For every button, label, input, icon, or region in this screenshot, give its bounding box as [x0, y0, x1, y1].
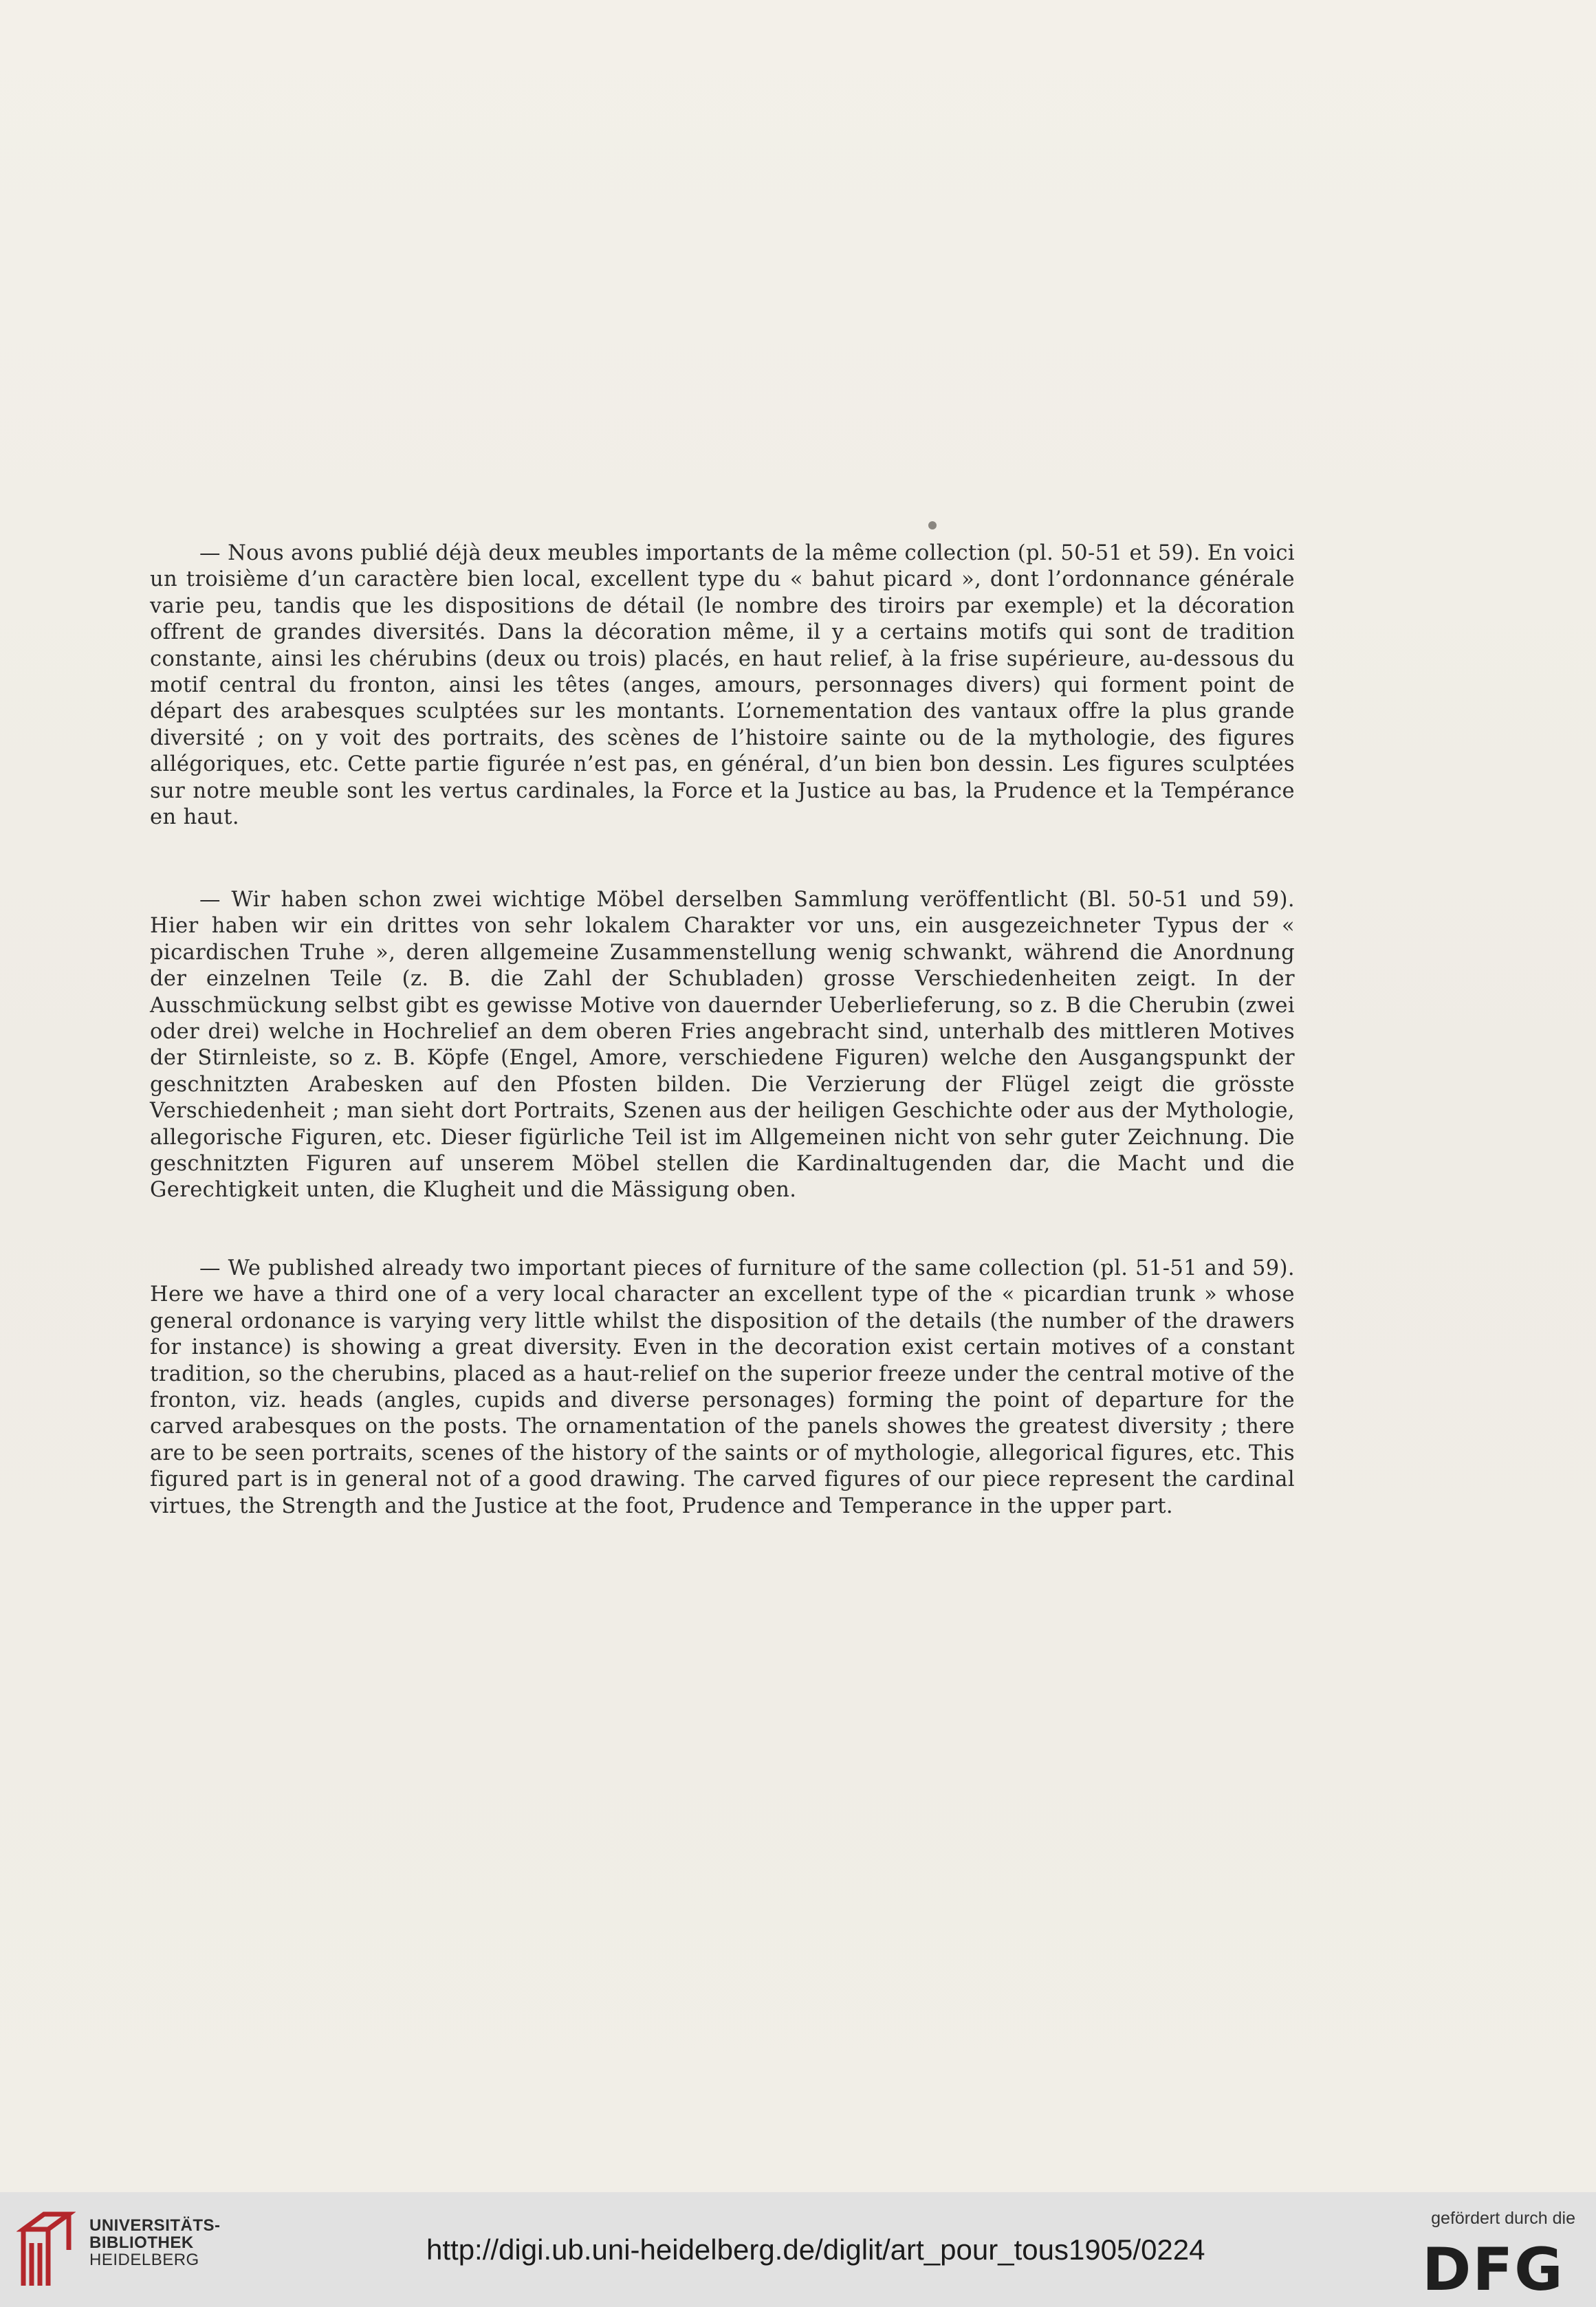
ub-heidelberg-logo[interactable] — [17, 2209, 76, 2291]
paragraph-german: — Wir haben schon zwei wichtige Möbel derselben Sammlung veröffentlicht (Bl. 50-51 und 59). Hier haben wir ein drittes von sehr lokalem Charakter vor uns, ein ausgezeichneter Typus der « picardischen Truhe », deren allgemeine Zusammenstellung wenig schwankt, während die Anordnung der einzelnen Teile (z. B. die Zahl der Schubladen) grosse Verschiedenheiten zeigt. In der Ausschmückung selbst gibt es gewisse Motive von dauernder Ueberlieferung, so z. B die Cherubin (zwei oder drei) welche in Hochrelief an dem oberen Fries angebracht sind, unterhalb des mittleren Motives der Stirnleiste, so z. B. Köpfe (Engel, Amore, verschiedene Figuren) welche den Ausgangspunkt der geschnitzten Arabesken auf den Pfosten bilden. Die Verzierung der Flügel zeigt die grösste Verschiedenheit ; man sieht dort Portraits, Szenen aus der heiligen Geschichte oder aus der Mythologie, allegorische Figuren, etc. Dieser figürliche Teil ist im Allgemeinen nicht von sehr guter Zeichnung. Die geschnitzten Figuren auf unserem Möbel stellen die Kardinaltugenden dar, die Macht und die Gerechtigkeit unten, die Klugheit und die Mässigung oben. — [150, 888, 1295, 1203]
digitization-footer — [0, 2192, 1596, 2307]
funding-caption: gefördert durch die — [1431, 2209, 1575, 2228]
dfg-logo[interactable]: DFG — [1422, 2235, 1564, 2304]
paragraph-french: — Nous avons publié déjà deux meubles importants de la même collection (pl. 50-51 et 59). En voici un troisième d’un caractère bien local, excellent type du « bahut picard », dont l’ordonnance générale varie peu, tandis que les dispositions de détail (le nombre des tiroirs par exemple) et la décoration offrent de grandes diversités. Dans la décoration même, il y a certains motifs qui sont de tradition constante, ainsi les chérubins (deux ou trois) placés, en haut relief, à la frise supérieure, au-dessous du motif central du fronton, ainsi les têtes (anges, amours, personnages divers) qui forment point de départ des arabesques sculptées sur les montants. L’ornementation des vantaux offre la plus grande diversité ; on y voit des portraits, des scènes de l’histoire sainte ou de la mythologie, des figures allégoriques, etc. Cette partie figurée n’est pas, en général, d’un bien bon dessin. Les figures sculptées sur notre meuble sont les vertus cardinales, la Force et la Justice au bas, la Prudence et la Tempérance en haut. — [150, 541, 1295, 830]
library-line-2: BIBLIOTHEK — [89, 2233, 194, 2252]
permalink-url[interactable]: http://digi.ub.uni-heidelberg.de/diglit/art_pour_tous1905/0224 — [426, 2233, 1205, 2266]
library-line-3: HEIDELBERG — [89, 2251, 199, 2269]
library-name — [89, 2217, 221, 2268]
library-line-1: UNIVERSITÄTS- — [89, 2216, 221, 2235]
ink-dot — [928, 521, 937, 529]
paragraph-english: — We published already two important pieces of furniture of the same collection (pl. 51-51 and 59). Here we have a third one of a very local character an excellent type of the « picardian trunk » whose general ordonance is varying very little whilst the disposition of the details (the number of the drawers for instance) is showing a great diversity. Even in the decoration exist certain motives of a constant tradition, so the cherubins, placed as a haut-relief on the superior freeze under the central motive of the fronton, viz. heads (angles, cupids and diverse personages) forming the point of departure for the carved arabesques on the posts. The ornamentation of the panels showes the greatest diversity ; there are to be seen portraits, scenes of the history of the saints or of mythologie, allegorical figures, etc. This figured part is in general not of a good drawing. The carved figures of our piece represent the cardinal virtues, the Strength and the Justice at the foot, Prudence and Temperance in the upper part. — [150, 1256, 1295, 1518]
